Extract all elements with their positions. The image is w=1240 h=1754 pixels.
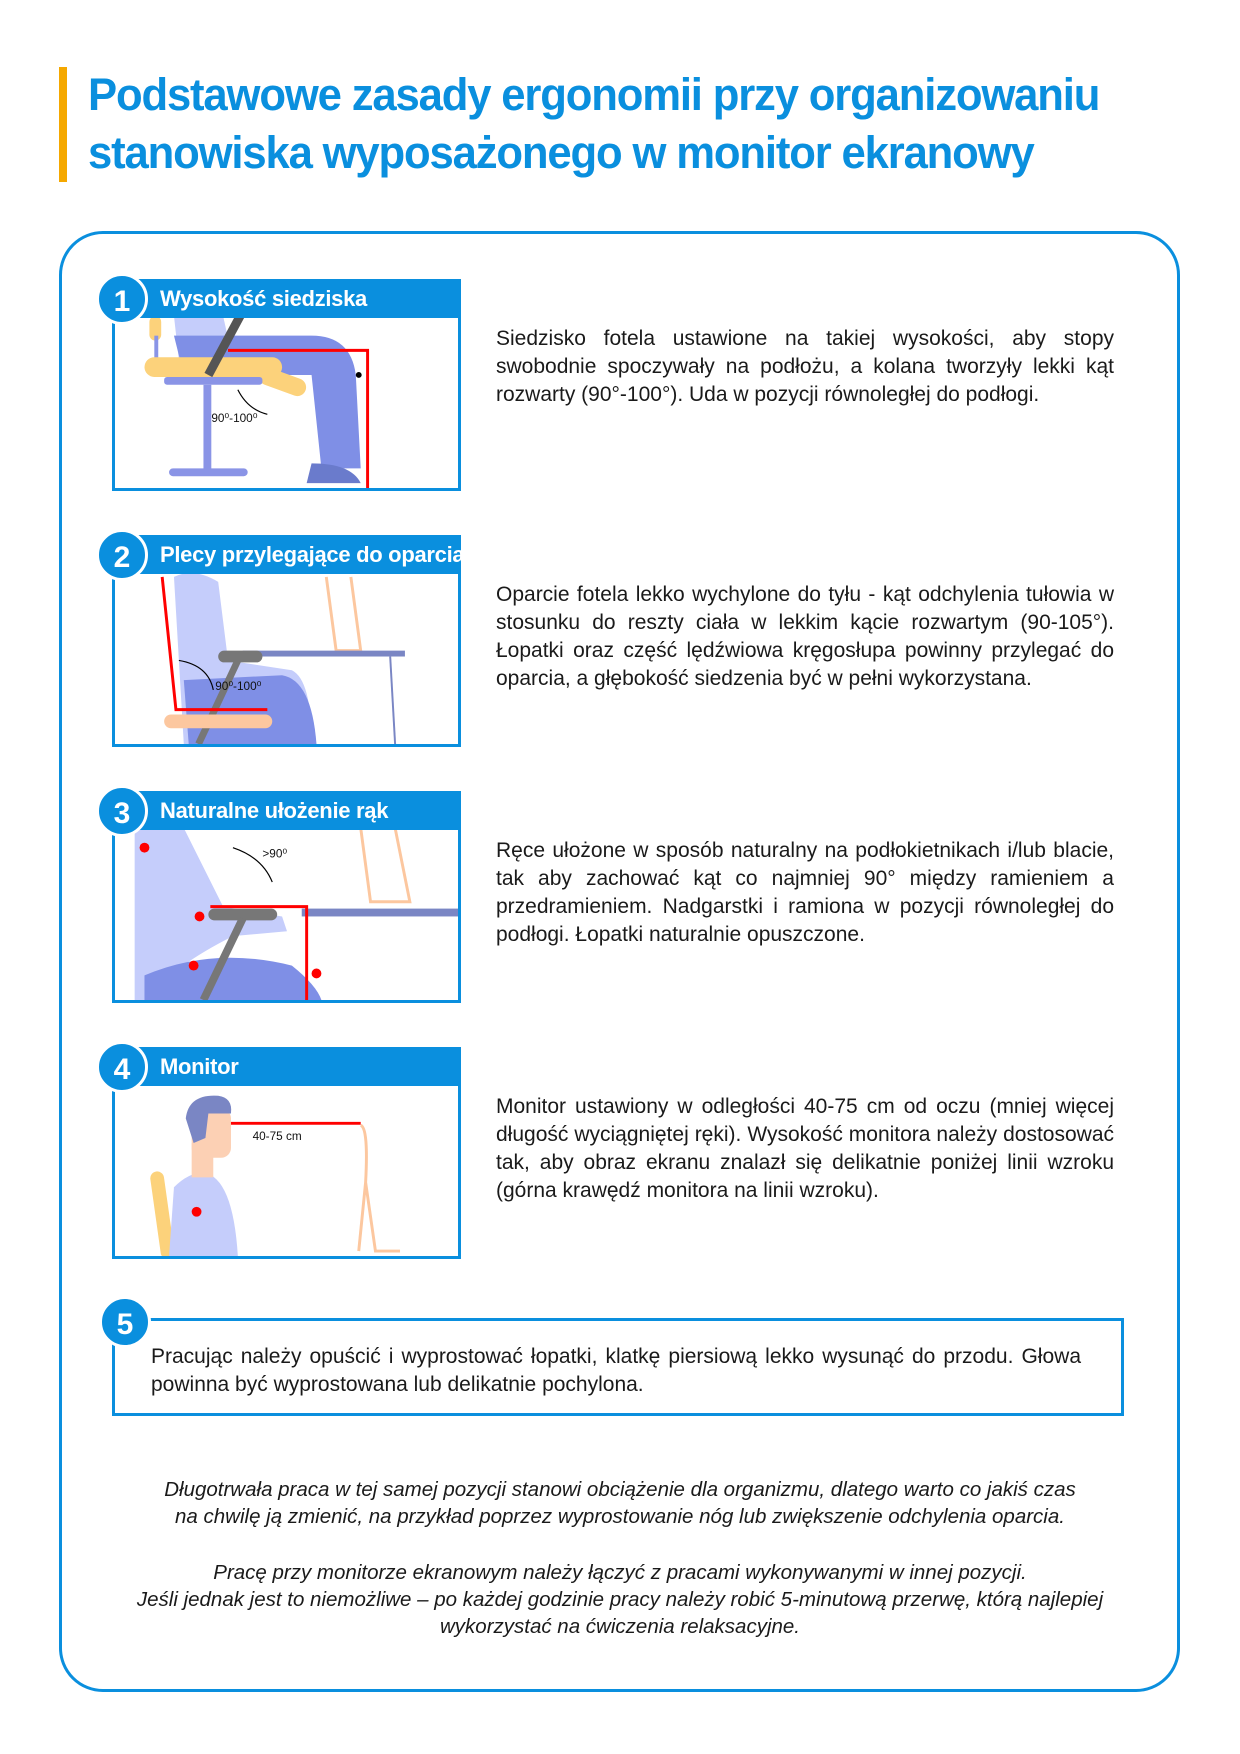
section-description: Pracując należy opuścić i wyprostować łopatki, klatkę piersiową lekko wysunąć do przodu. Głowa powinna być wyprostowana lub delikatnie pochylona. (151, 1345, 1081, 1396)
note-line: wykorzystać na ćwiczenia relaksacyjne. (439, 1615, 801, 1638)
section-number-badge: 4 (96, 1041, 148, 1093)
section-seat-height (112, 279, 1122, 491)
illustration-monitor (112, 1084, 461, 1259)
section-description: Oparcie fotela lekko wychylone do tyłu - kąt odchylenia tułowia w stosunku do reszty ciała w lekkim kącie rozwartym (90-105°). Łopatki oraz część lędźwiowa kręgosłupa powinny przylegać do oparcia, a głębokość siedzenia być w pełni wykorzystana. (496, 583, 1114, 690)
title-line-1: Podstawowe zasady ergonomii przy organizowaniu (88, 69, 1100, 120)
section-heading: Wysokość siedziska (160, 286, 367, 311)
note-line: na chwilę ją zmienić, na przykład poprzez wyprostowanie nóg lub zwiększenie odchylenia oparcia. (175, 1505, 1065, 1528)
angle-label: 90⁰-100⁰ (215, 679, 262, 693)
note-line: Jeśli jednak jest to niemożliwe – po każdej godzinie pracy należy robić 5-minutową przerwę, którą najlepiej (136, 1588, 1104, 1611)
section-description: Siedzisko fotela ustawione na takiej wysokości, aby stopy swobodnie spoczywały na podłożu, a kolana tworzyły lekki kąt rozwarty (90°-100°). Uda w pozycji równoległej do podłogi. (496, 327, 1114, 406)
section-description: Ręce ułożone w sposób naturalny na podłokietnikach i/lub blacie, tak aby zachować kąt co najmniej 90° między ramieniem a przedramieniem. Nadgarstki i ramiona w pozycji równoległej do podłogi. Łopatki naturalnie opuszczone. (496, 839, 1114, 946)
page-title (88, 66, 1099, 182)
illustration-arm-position (112, 828, 461, 1003)
illustration-seat-height (112, 316, 461, 491)
title-line-2: stanowiska wyposażonego w monitor ekranowy (88, 127, 1034, 178)
angle-label: >90⁰ (262, 847, 288, 861)
note-paragraph-2 (70, 1559, 1170, 1640)
section-header (112, 535, 465, 574)
section-posture-tip (112, 1308, 1124, 1416)
section-number-badge: 2 (96, 529, 148, 581)
distance-label: 40-75 cm (252, 1130, 302, 1144)
note-line: Długotrwała praca w tej samej pozycji stanowi obciążenie dla organizmu, dlatego warto co jakiś czas (164, 1478, 1076, 1501)
section-header (112, 1047, 461, 1086)
section-header (112, 791, 461, 830)
illustration-back-support (112, 572, 461, 747)
section-number-badge: 3 (96, 785, 148, 837)
section-heading: Naturalne ułożenie rąk (160, 798, 389, 823)
section-heading: Plecy przylegające do oparcia (160, 542, 465, 567)
note-paragraph-1 (70, 1476, 1170, 1530)
section-number-badge: 1 (96, 273, 148, 325)
title-accent-bar (59, 67, 67, 182)
note-line: Pracę przy monitorze ekranowym należy łączyć z pracami wykonywanymi w innej pozycji. (213, 1561, 1027, 1584)
section-back-support (112, 535, 1122, 747)
section-description: Monitor ustawiony w odległości 40-75 cm od oczu (mniej więcej długość wyciągniętej ręki). Wysokość monitora należy dostosować tak, aby obraz ekranu znalazł się delikatnie poniżej linii wzroku (górna krawędź monitora na linii wzroku). (496, 1095, 1114, 1202)
section-monitor (112, 1047, 1122, 1259)
angle-label: 90⁰-100⁰ (211, 412, 258, 426)
section-arm-position (112, 791, 1122, 1003)
section-header (112, 279, 461, 318)
section-heading: Monitor (160, 1054, 239, 1079)
section-number-badge: 5 (99, 1296, 151, 1348)
